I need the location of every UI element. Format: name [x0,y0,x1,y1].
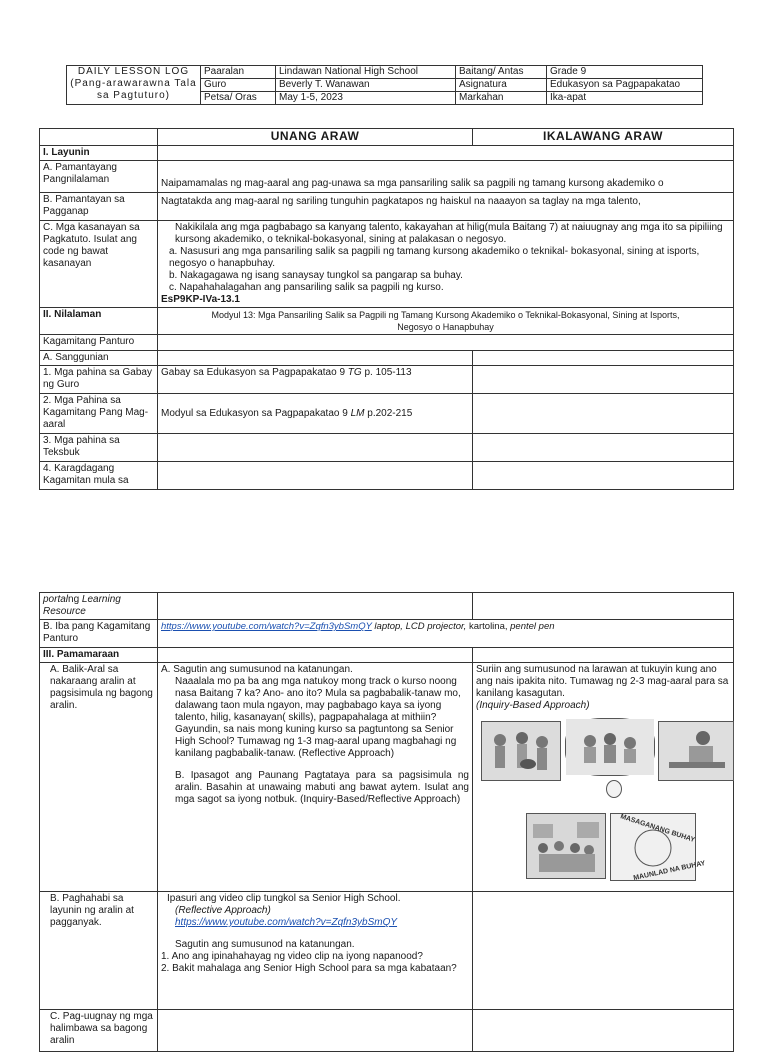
inquiry-approach-text: (Inquiry-Based Approach) [476,700,590,711]
sign-bottom-text: MAUNLAD NA BUHAY [632,859,707,883]
balik-aral-label: A. Balik-Aral sa nakaraang aralin at pagsisimula ng bagong aralin. [40,663,158,892]
portal-label: portalng Learning Resource [40,593,158,620]
teksbuk-label: 3. Mga pahina sa Teksbuk [40,434,158,462]
lesson-table [39,128,734,490]
kasanayan-line: Nakikilala ang mga pagbabago sa kanyang talento, kakayahan at hilig(mula Baitang 7) at naiuugnay ang mga ito sa pipiliing kursong akademiko, o teknikal-bokasyonal, sining at palakasan o negosyo. [175,222,723,245]
kasanayan-line: a. Nasusuri ang mga pansariling salik sa pagpili ng tamang kursong akademiko o teknikal- bokasyonal, sining at isports, negosyo o hanapbuhay. [169,246,700,269]
balik-aral-day2 [473,663,734,892]
pamantayan-sa-pagganap-label: B. Pamantayan sa Pagganap [40,193,158,221]
blank-cell [158,146,734,161]
kasanayan-content [158,221,734,308]
reflective-approach-text: (Reflective Approach) [175,905,271,916]
blank-cell [473,648,734,663]
kasanayan-line: c. Napahahalagahan ang pansariling salik sa pagpili ng kurso. [169,282,444,293]
video-clip-link[interactable]: https://www.youtube.com/watch?v=Zqfn3ybSmQY [175,917,398,928]
balik-aral-paragraph: Naaalala mo pa ba ang mga natukoy mong track o kurso noong nasa Baitang 7 ka? Ano- ano ito? Mula sa pagbabalik-tanaw mo, dalawang taon mula ngayon, may pagbabago kaya sa iyong talento, hilig, kasanayan( skills), pagpapahalaga at mithiin? Gayundin, sa nais mong kuning kurso sa pagtuntong sa Senior High School? Tumawag ng 1-3 mag-aaral upang magbahagi ng kanilang pagbabalik-tanaw. (Reflective Approach) [175,676,461,759]
blank-cell [158,462,473,490]
header-value: Lindawan National High School [276,66,456,79]
student-studying-picture [658,721,734,781]
header-table [66,65,703,105]
students-playing-instruments-picture [481,721,561,781]
header-value: Edukasyon sa Pagpapakatao [547,79,703,92]
kasanayan-line: b. Nakagagawa ng isang sanaysay tungkol sa pangarap sa buhay. [169,270,463,281]
blank-cell [473,434,734,462]
blank-cell [158,335,734,351]
balik-aral-day1 [158,663,473,892]
blank-cell [158,1010,473,1052]
pamantayang-pangnilalaman-label: A. Pamantayang Pangnilalaman [40,161,158,193]
question-2: 2. Bakit mahalaga ang Senior High School para sa mga kabataan? [161,963,457,974]
header-label: Paaralan [201,66,276,79]
header-value: Beverly T. Wanawan [276,79,456,92]
iba-pang-kagamitan-value: https://www.youtube.com/watch?v=Zqfn3ybSmQY laptop, LCD projector, kartolina, pentel pen [158,620,734,648]
child-figure-icon [606,780,622,798]
nilalaman-heading: II. Nilalaman [40,308,158,335]
header-value: Ika-apat [547,92,703,105]
blank-cell [158,351,473,366]
thinking-students-picture [565,718,655,776]
kagamitang-panturo-heading: Kagamitang Panturo [40,335,158,351]
blank-cell [473,394,734,434]
kagamitang-mag-aaral-label: 2. Mga Pahina sa Kagamitang Pang Mag-aaral [40,394,158,434]
suriin-larawan-text: Suriin ang sumusunod na larawan at tukuyin kung ano ang nais ipakita nito. Tumawag ng 2-3 mag-aaral para sa kanilang kasagutan. [476,664,729,699]
community-group-picture [526,813,606,879]
youtube-link[interactable]: https://www.youtube.com/watch?v=Zqfn3ybSmQY [161,621,372,632]
paunang-pagtataya-text: B. Ipasagot ang Paunang Pagtataya para sa pagsisimula ng aralin. Basahin at unawaing mabuti ang bawat aytem. Isulat ang mga sagot sa iyong notbuk. (Inquiry-Based/Reflective Approach) [175,770,469,805]
header-label: Petsa/ Oras [201,92,276,105]
balik-aral-question: A. Sagutin ang sumusunod na katanungan. [161,664,353,675]
video-clip-text: Ipasuri ang video clip tungkol sa Senior High School. [167,893,401,904]
gabay-ng-guro-label: 1. Mga pahina sa Gabay ng Guro [40,366,158,394]
question-1: 1. Ano ang ipinahahayag ng video clip na iyong napanood? [161,951,423,962]
pamantayang-pangnilalaman-text: Naipamamalas ng mag-aaral ang pag-unawa sa mga pansariling salik sa pagpili ng tamang kursong akademiko o [158,161,734,193]
paghahabi-day1 [158,892,473,1010]
header-label: Markahan [456,92,547,105]
blank-cell [158,434,473,462]
pag-uugnay-label: C. Pag-uugnay ng mga halimbawa sa bagong aralin [40,1010,158,1052]
gabay-ng-guro-value: Gabay sa Edukasyon sa Pagpapakatao 9 TG p. 105-113 [158,366,473,394]
blank-cell [473,1010,734,1052]
blank-cell [473,593,734,620]
blank-cell [473,462,734,490]
day2-heading: IKALAWANG ARAW [473,129,734,146]
day1-heading: UNANG ARAW [158,129,473,146]
sagutin-text: Sagutin ang sumusunod na katanungan. [175,939,355,950]
karagdagang-kagamitan-label: 4. Karagdagang Kagamitan mula sa [40,462,158,490]
blank-cell [473,892,734,1010]
lesson-table-continued [39,592,734,1052]
daily-lesson-log-title: DAILY LESSON LOG (Pang-arawarawna Tala sa Pagtuturo) [67,66,201,105]
blank-cell [473,351,734,366]
picture-collage [476,718,730,890]
pamamaraan-heading: III. Pamamaraan [40,648,158,663]
blank-cell [158,593,473,620]
pamantayan-sa-pagganap-text: Nagtatakda ang mag-aaral ng sariling tunguhin pagkatapos ng haiskul na naaayon sa taglay na mga talento, [158,193,734,221]
paghahabi-label: B. Paghahabi sa layunin ng aralin at pagganyak. [40,892,158,1010]
kasanayan-label: C. Mga kasanayan sa Pagkatuto. Isulat ang code ng bawat kasanayan [40,221,158,308]
header-label: Guro [201,79,276,92]
header-value: Grade 9 [547,66,703,79]
masaganang-buhay-sign-picture [610,813,707,883]
nilalaman-text: Modyul 13: Mga Pansariling Salik sa Pagpili ng Tamang Kursong Akademiko o Teknikal-Bokasyonal, Sining at Isports, Negosyo o Hanapbuhay [158,308,734,335]
layunin-heading: I. Layunin [40,146,158,161]
blank-cell [158,648,473,663]
blank-cell [40,129,158,146]
blank-cell [473,366,734,394]
sanggunian-label: A. Sanggunian [40,351,158,366]
competency-code: EsP9KP-IVa-13.1 [161,294,240,305]
header-label: Baitang/ Antas [456,66,547,79]
header-value: May 1-5, 2023 [276,92,456,105]
iba-pang-kagamitan-label: B. Iba pang Kagamitang Panturo [40,620,158,648]
header-label: Asignatura [456,79,547,92]
sign-top-text: MASAGANANG BUHAY [619,813,696,844]
kagamitang-mag-aaral-value: Modyul sa Edukasyon sa Pagpapakatao 9 LM p.202-215 [158,394,473,434]
